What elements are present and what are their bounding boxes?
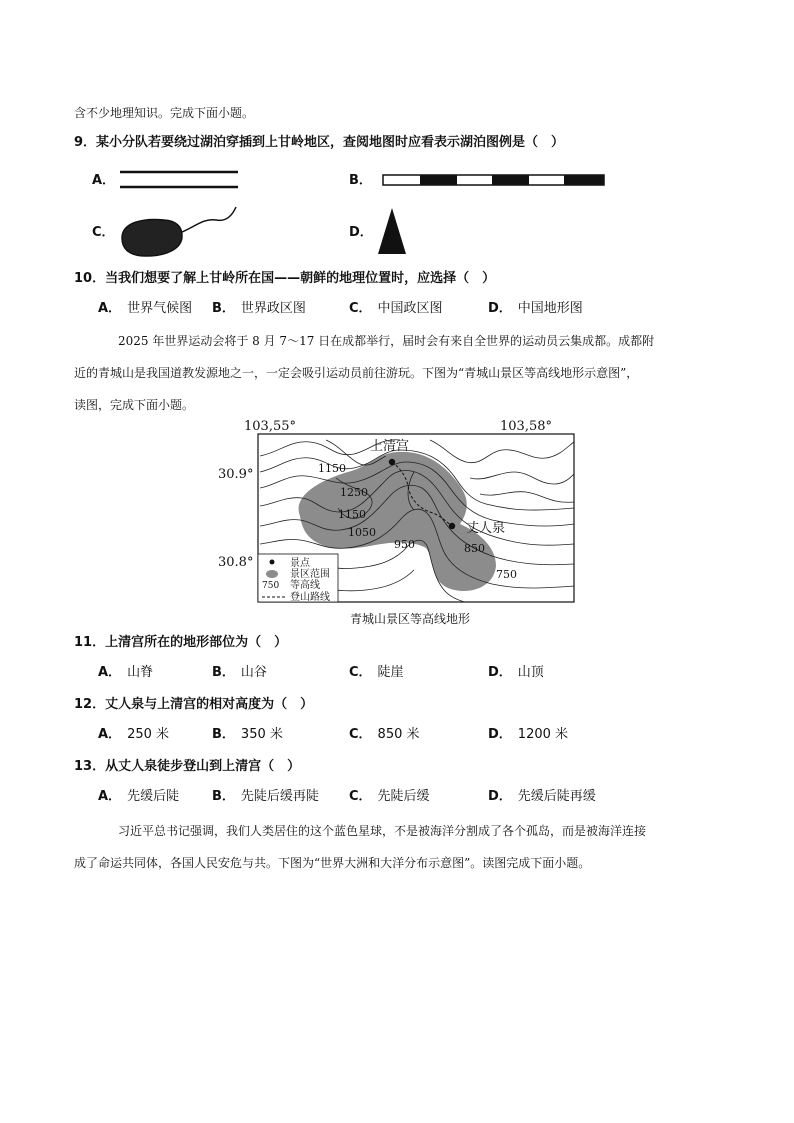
lon-label-left: 103,55° <box>244 419 296 434</box>
option-letter: D． <box>488 665 512 680</box>
contour-label: 1150 <box>318 462 346 475</box>
contour-map-figure <box>218 416 590 630</box>
option-letter: C． <box>349 789 372 804</box>
map-legend <box>258 554 338 603</box>
option-letter: C． <box>349 727 372 742</box>
passage-2-line-3: 读图，完成下面小题。 <box>74 398 195 412</box>
contour-map <box>218 416 590 606</box>
option-text: 世界气候图 <box>127 301 193 316</box>
question-12-stem: 12．丈人泉与上清宫的相对高度为（ ） <box>74 697 314 712</box>
question-11-stem: 11．上清宫所在的地形部位为（ ） <box>74 635 288 650</box>
option-letter: B． <box>212 665 235 680</box>
q11-option-d[interactable] <box>488 664 544 682</box>
option-letter: C． <box>349 301 372 316</box>
legend-path-label: 登山路线 <box>290 592 330 603</box>
option-text: 250 米 <box>127 727 170 742</box>
option-text: 先缓后陡再缓 <box>517 789 596 804</box>
option-text: 850 米 <box>377 727 420 742</box>
lon-label-right: 103,58° <box>500 419 552 434</box>
triangle-peak-symbol <box>376 206 408 256</box>
legend-contour-label: 等高线 <box>290 580 320 591</box>
option-letter: D． <box>349 225 373 240</box>
spot-zhangrenquan <box>449 523 455 529</box>
option-text: 山顶 <box>517 665 544 680</box>
option-letter: B． <box>212 727 235 742</box>
option-text: 先陡后缓再陡 <box>240 789 319 804</box>
legend-area-icon <box>266 570 278 578</box>
contour-label: 750 <box>496 568 517 581</box>
lat-label-top: 30.9° <box>218 467 254 482</box>
option-letter: D． <box>488 789 512 804</box>
q12-option-a[interactable] <box>98 726 169 744</box>
option-letter: B． <box>349 173 372 188</box>
option-text: 中国地形图 <box>517 301 583 316</box>
railway-symbol <box>382 174 606 186</box>
option-text: 1200 米 <box>517 727 569 742</box>
contour-label: 950 <box>394 538 415 551</box>
option-letter: D． <box>488 727 512 742</box>
q9-option-b[interactable] <box>349 172 378 190</box>
q10-option-b[interactable] <box>212 300 306 318</box>
passage-2-line-2: 近的青城山是我国道教发源地之一，一定会吸引运动员前往游玩。下图为“青城山景区等高线地形示意图”， <box>74 366 639 380</box>
lat-label-bottom: 30.8° <box>218 555 254 570</box>
lake-symbol <box>116 204 242 260</box>
place-label-shangqinggong: 上清宫 <box>370 439 410 454</box>
option-text: 先陡后缓 <box>377 789 430 804</box>
passage-intro-tail: 含不少地理知识。完成下面小题。 <box>74 106 255 120</box>
q13-option-d[interactable] <box>488 788 596 806</box>
option-text: 350 米 <box>240 727 283 742</box>
option-text: 陡崖 <box>377 665 404 680</box>
place-label-zhangrenquan: 丈人泉 <box>466 521 506 536</box>
contour-label: 1250 <box>340 486 368 499</box>
q12-option-c[interactable] <box>349 726 420 744</box>
legend-area-label: 景区范围 <box>290 569 330 580</box>
map-caption: 青城山景区等高线地形 <box>349 612 470 626</box>
option-text: 山谷 <box>240 665 267 680</box>
option-letter: A． <box>98 727 122 742</box>
q9-option-a[interactable] <box>92 172 121 190</box>
contour-label: 1050 <box>348 526 376 539</box>
q9-option-d[interactable] <box>349 224 379 242</box>
q12-option-d[interactable] <box>488 726 568 744</box>
question-10-stem: 10．当我们想要了解上甘岭所在国——朝鲜的地理位置时，应选择（ ） <box>74 271 496 286</box>
legend-spot-label: 景点 <box>290 558 310 569</box>
option-text: 山脊 <box>127 665 154 680</box>
option-letter: C． <box>92 225 115 240</box>
passage-2-line-1: 2025 年世界运动会将于 8 月 7～17 日在成都举行，届时会有来自全世界的运动员云集成都。成都附 <box>118 334 655 348</box>
question-9-stem: 9．某小分队若要绕过湖泊穿插到上甘岭地区，查阅地图时应看表示湖泊图例是（ ） <box>74 135 565 150</box>
option-letter: A． <box>98 301 122 316</box>
q13-option-c[interactable] <box>349 788 430 806</box>
q13-option-a[interactable] <box>98 788 179 806</box>
option-letter: C． <box>349 665 372 680</box>
spot-shangqinggong <box>389 459 395 465</box>
passage-3-line-1: 习近平总书记强调，我们人类居住的这个蓝色星球，不是被海洋分割成了各个孤岛，而是被海洋连接 <box>118 824 647 838</box>
option-text: 世界政区图 <box>240 301 306 316</box>
question-13-stem: 13．从丈人泉徒步登山到上清宫（ ） <box>74 759 301 774</box>
q10-option-d[interactable] <box>488 300 583 318</box>
q11-option-b[interactable] <box>212 664 267 682</box>
q10-option-c[interactable] <box>349 300 443 318</box>
legend-spot-icon <box>270 560 275 565</box>
q11-option-c[interactable] <box>349 664 404 682</box>
contour-label: 850 <box>464 542 485 555</box>
option-letter: A． <box>98 665 122 680</box>
q10-option-a[interactable] <box>98 300 192 318</box>
legend-contour-sample: 750 <box>262 581 280 591</box>
option-letter: A． <box>98 789 122 804</box>
q12-option-b[interactable] <box>212 726 283 744</box>
double-line-symbol <box>118 168 240 192</box>
option-letter: D． <box>488 301 512 316</box>
passage-3-line-2: 成了命运共同体，各国人民安危与共。下图为“世界大洲和大洋分布示意图”。读图完成下面小题。 <box>74 856 591 870</box>
option-text: 先缓后陡 <box>127 789 180 804</box>
contour-label: 1150 <box>338 508 366 521</box>
option-letter: A． <box>92 173 116 188</box>
option-text: 中国政区图 <box>377 301 443 316</box>
q13-option-b[interactable] <box>212 788 319 806</box>
option-letter: B． <box>212 789 235 804</box>
q11-option-a[interactable] <box>98 664 153 682</box>
option-letter: B． <box>212 301 235 316</box>
